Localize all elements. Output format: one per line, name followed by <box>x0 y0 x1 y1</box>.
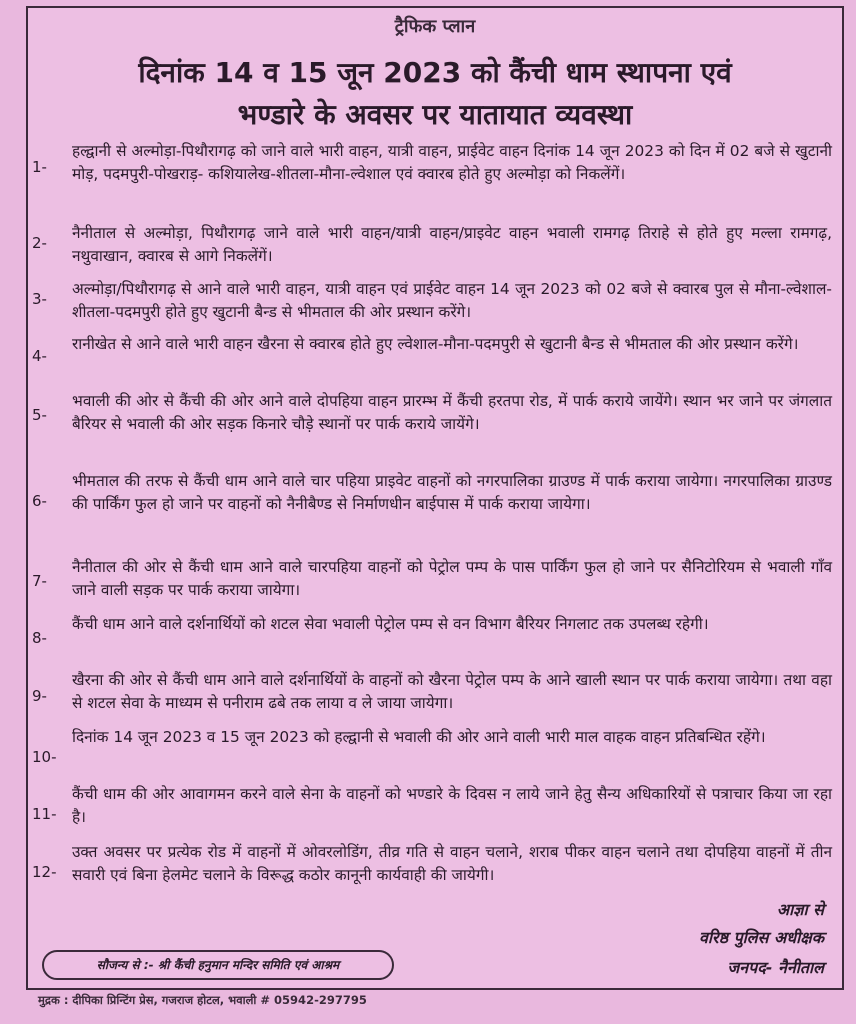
printer-footer: मुद्रक : दीपिका प्रिन्टिंग प्रेस, गजराज होटल, भवाली # 05942-297795 <box>38 993 367 1007</box>
item-text: रानीखेत से आने वाले भारी वाहन खैरना से क्वारब होते हुए ल्वेशाल-मौना-पदमपुरी से खुटानी बैन्ड से भीमताल की ओर प्रस्थान करेंगे। <box>72 335 799 353</box>
item-number: 8- <box>32 629 47 647</box>
item-number: 11- <box>32 805 57 823</box>
item-number: 6- <box>32 492 47 510</box>
item-text: भीमताल की तरफ से कैंची धाम आने वाले चार पहिया प्राइवेट वाहनों को नगरपालिका ग्राउण्ड में पार्क कराया जायेगा। नगरपालिका ग्राउण्ड की पार्किंग फुल हो जाने पर वाहनों को नैनीबैण्ड से निर्माणधीन बाईपास में पार्क कराया जायेगा। <box>72 472 832 513</box>
signature-line-1: आज्ञा से <box>776 900 824 919</box>
notice-title <box>28 52 842 136</box>
item-text: हल्द्वानी से अल्मोड़ा-पिथौरागढ़ को जाने वाले भारी वाहन, यात्री वाहन, प्राईवेट वाहन दिनांक 14 जून 2023 को दिन में 02 बजे से खुटानी मोड़, पदमपुरी-पोखराड़- कशियालेख-शीतला-मौना-ल्वेशाल एवं क्वारब होते हुए अल्मोड़ा को निकलेंगें। <box>72 142 832 183</box>
item-text: नैनीताल की ओर से कैंची धाम आने वाले चारपहिया वाहनों को पेट्रोल पम्प के पास पार्किंग फुल हो जाने पर सैनिटोरियम से भवाली गाँव जाने वाली सड़क पर पार्क कराया जायेगा। <box>72 558 832 599</box>
item-text: भवाली की ओर से कैंची की ओर आने वाले दोपहिया वाहन प्रारम्भ में कैंची हरतपा रोड, में पार्क कराये जायेंगे। स्थान भर जाने पर जंगलात बैरियर से भवाली की ओर सड़क किनारे चौड़े स्थानों पर पार्क कराये जायेंगे। <box>72 392 832 433</box>
item-text: दिनांक 14 जून 2023 व 15 जून 2023 को हल्द्वानी से भवाली की ओर आने वाली भारी माल वाहक वाहन प्रतिबन्धित रहेंगे। <box>72 728 766 746</box>
title-line-2: भण्डारे के अवसर पर यातायात व्यवस्था <box>237 98 633 131</box>
item-text: नैनीताल से अल्मोड़ा, पिथौरागढ़ जाने वाले भारी वाहन/यात्री वाहन/प्राइवेट वाहन भवाली रामगढ़ तिराहे से होते हुए मल्ला रामगढ़, नथुवाखान, क्वारब से आगे निकलेंगें। <box>72 224 832 265</box>
item-text: उक्त अवसर पर प्रत्येक रोड में वाहनों में ओवरलोडिंग, तीव्र गति से वाहन चलाने, शराब पीकर वाहन चलाने तथा दोपहिया वाहनों में तीन सवारी एवं बिना हेलमेट चलाने के विरूद्ध कठोर कानूनी कार्यवाही की जायेगी। <box>72 843 832 884</box>
title-line-1: दिनांक 14 व 15 जून 2023 को कैंची धाम स्थापना एवं <box>138 56 732 89</box>
item-number: 12- <box>32 863 57 881</box>
item-number: 5- <box>32 406 47 424</box>
item-text: कैंची धाम की ओर आवागमन करने वाले सेना के वाहनों को भण्डारे के दिवस न लाये जाने हेतु सैन्य अधिकारियों से पत्राचार किया जा रहा है। <box>72 785 832 826</box>
item-number: 10- <box>32 748 57 766</box>
item-number: 4- <box>32 347 47 365</box>
item-number: 7- <box>32 572 47 590</box>
credit-box: सौजन्य से :- श्री कैंची हनुमान मन्दिर समिति एवं आश्रम <box>42 950 394 980</box>
notice-sheet <box>26 6 844 990</box>
item-number: 3- <box>32 290 47 308</box>
item-number: 1- <box>32 158 47 176</box>
item-text: अल्मोड़ा/पिथौरागढ़ से आने वाले भारी वाहन, यात्री वाहन एवं प्राईवेट वाहन 14 जून 2023 को 02 बजे से क्वारब पुल से मौना-ल्वेशाल-शीतला-पदमपुरी होते हुए खुटानी बैन्ड से भीमताल की ओर प्रस्थान करेंगे। <box>72 280 832 321</box>
signature-line-3: जनपद- नैनीताल <box>727 958 824 977</box>
item-number: 9- <box>32 687 47 705</box>
signature-line-2: वरिष्ठ पुलिस अधीक्षक <box>698 928 824 947</box>
item-number: 2- <box>32 234 47 252</box>
notice-subtitle: ट्रैफिक प्लान <box>394 16 476 37</box>
item-text: कैंची धाम आने वाले दर्शनार्थियों को शटल सेवा भवाली पेट्रोल पम्प से वन विभाग बैरियर निगलाट तक उपलब्ध रहेगी। <box>72 615 709 633</box>
item-text: खैरना की ओर से कैंची धाम आने वाले दर्शनार्थियों के वाहनों को खैरना पेट्रोल पम्प के आने खाली स्थान पर पार्क कराया जायेगा। तथा वहा से शटल सेवा के माध्यम से पनीराम ढबे तक लाया व ले जाया जायेगा। <box>72 671 832 712</box>
